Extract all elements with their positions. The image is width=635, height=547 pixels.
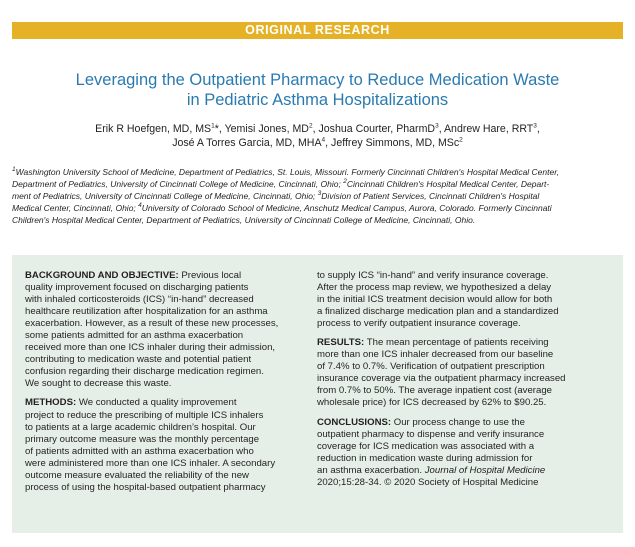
- methods-first-line: METHODS: We conducted a quality improvement: [25, 397, 237, 409]
- abstract-line: exacerbation. However, as a result of these new processes,: [25, 318, 279, 330]
- abstract-line: coverage for ICS medication was associated with a: [317, 440, 535, 452]
- author-separator: ,: [536, 123, 540, 135]
- abstract-line: wholesale price) for ICS decreased by 62% to $90.25.: [317, 397, 547, 409]
- journal-name: Journal of Hospital Medicine: [424, 464, 546, 476]
- abstract-line: from 0.7% to 50%. The average inpatient cost (average: [317, 385, 553, 397]
- conclusions-label: CONCLUSIONS:: [317, 416, 392, 428]
- methods-label: METHODS:: [25, 397, 77, 409]
- author-name: , Andrew Hare, RRT: [438, 123, 534, 135]
- author-name: , Jeffrey Simmons, MD, MSc: [325, 137, 460, 149]
- title-line-1: Leveraging the Outpatient Pharmacy to Reduce Medication Waste: [75, 71, 560, 89]
- abstract-box: [12, 255, 623, 533]
- abstract-right-column: [317, 270, 617, 489]
- abstract-line: process of using the hospital-based outpatient pharmacy: [25, 481, 266, 493]
- results-first-line: RESULTS: The mean percentage of patients receiving: [317, 337, 549, 349]
- abstract-line: primary outcome measure was the monthly percentage: [25, 433, 260, 445]
- article-title: [20, 70, 615, 110]
- abstract-line: reduction in medication waste during admission for: [317, 452, 533, 464]
- author-name: José A Torres Garcia, MD, MHA: [172, 137, 322, 149]
- abstract-line: outcome measure evaluated the reliability of the new: [25, 469, 249, 481]
- abstract-line: healthcare reutilization after hospitalization for an asthma: [25, 306, 268, 318]
- abstract-line: of patients admitted with an asthma exacerbation who: [25, 445, 254, 457]
- author-affil-marker: 2: [459, 136, 463, 144]
- author-list: [20, 122, 615, 150]
- affiliation-line: Children's Hospital Medical Center, Department of Pediatrics, University of Cincinnati College of Medicine, Cincinnati, Ohio.: [12, 215, 476, 225]
- conclusions-first-line: CONCLUSIONS: Our process change to use the: [317, 416, 525, 428]
- author-affil-marker: 4: [321, 136, 326, 144]
- author-affil-marker: 2: [308, 122, 313, 130]
- abstract-line: quality improvement focused on discharging patients: [25, 282, 249, 294]
- abstract-line: insurance coverage via the outpatient pharmacy increased: [317, 373, 566, 385]
- abstract-line: more than one ICS inhaler decreased from our baseline: [317, 349, 554, 361]
- abstract-line: received more than one ICS inhaler during their admission,: [25, 342, 276, 354]
- author-name: Yemisi Jones, MD: [224, 123, 309, 135]
- abstract-line: contributing to medication waste and potential patient: [25, 354, 252, 366]
- abstract-line: confusion regarding their discharge medication regimen.: [25, 366, 264, 378]
- background-label: BACKGROUND AND OBJECTIVE:: [25, 270, 179, 281]
- abstract-line: of 7.4% to 0.7%. Verification of outpatient prescription: [317, 361, 545, 373]
- affiliations: [12, 166, 624, 226]
- author-name: , Joshua Courter, PharmD: [312, 123, 436, 135]
- abstract-line: to patients at a large academic children’s hospital. Our: [25, 421, 256, 433]
- abstract-line: in the initial ICS treatment decision would allow for both: [317, 294, 553, 306]
- abstract-left-column: [25, 270, 318, 494]
- author-affil-marker: 3: [533, 122, 537, 130]
- abstract-line: process to verify outpatient insurance coverage.: [317, 318, 521, 330]
- author-name: Erik R Hoefgen, MD, MS: [95, 123, 212, 135]
- conclusions-journal-line: an asthma exacerbation. Journal of Hospital Medicine: [317, 464, 546, 476]
- affiliation-line: $^1$Washington University School of Medicine, Department of Pediatrics, St. Louis, Missouri. Formerly Cincinnati Children's Hospital Medical Center,: [12, 166, 559, 177]
- title-line-2: in Pediatric Asthma Hospitalizations: [186, 91, 449, 109]
- author-affil-marker: 1: [211, 122, 215, 130]
- results-label: RESULTS:: [317, 337, 365, 349]
- abstract-line: with inhaled corticosteroids (ICS) “in-hand” decreased: [25, 294, 254, 306]
- affiliation-line: ment of Pediatrics, University of Cincinnati College of Medicine, Cincinnati, Ohio; $^3$Division of Patient Services, Cincinnati Children's Hospital: [12, 190, 540, 201]
- affiliation-line: Medical Center, Cincinnati, Ohio; $^4$University of Colorado School of Medicine, Anschutz Medical Campus, Aurora, Colorado. Formerly Cincinnati: [12, 202, 552, 213]
- abstract-line: project to reduce the prescribing of multiple ICS inhalers: [25, 409, 264, 421]
- abstract-line: were administered more than one ICS inhaler. A secondary: [25, 457, 276, 469]
- author-line-2: [20, 136, 615, 150]
- abstract-line: outpatient pharmacy to dispense and verify insurance: [317, 428, 545, 440]
- author-line-1: [20, 122, 615, 136]
- abstract-line: After the process map review, we hypothesized a delay: [317, 282, 552, 294]
- section-banner: ORIGINAL RESEARCH: [12, 22, 623, 39]
- abstract-line: a finalized discharge medication plan and a standardized: [317, 306, 559, 318]
- abstract-line: some patients admitted for an asthma exacerbation: [25, 330, 244, 342]
- background-first-line: BACKGROUND AND OBJECTIVE: Previous local: [25, 270, 242, 281]
- abstract-line: We sought to decrease this waste.: [25, 378, 172, 390]
- author-affil-marker: 3: [435, 122, 439, 130]
- citation-line: 2020;15:28-34. © 2020 Society of Hospital Medicine: [317, 476, 539, 488]
- affiliation-line: Department of Pediatrics, University of Cincinnati College of Medicine, Cincinnati, Ohio; $^2$Cincinnati Children's Hospital Medical Center, Depart-: [12, 178, 550, 189]
- abstract-line: to supply ICS “in-hand” and verify insurance coverage.: [317, 270, 549, 281]
- corresponding-marker: *,: [214, 123, 225, 135]
